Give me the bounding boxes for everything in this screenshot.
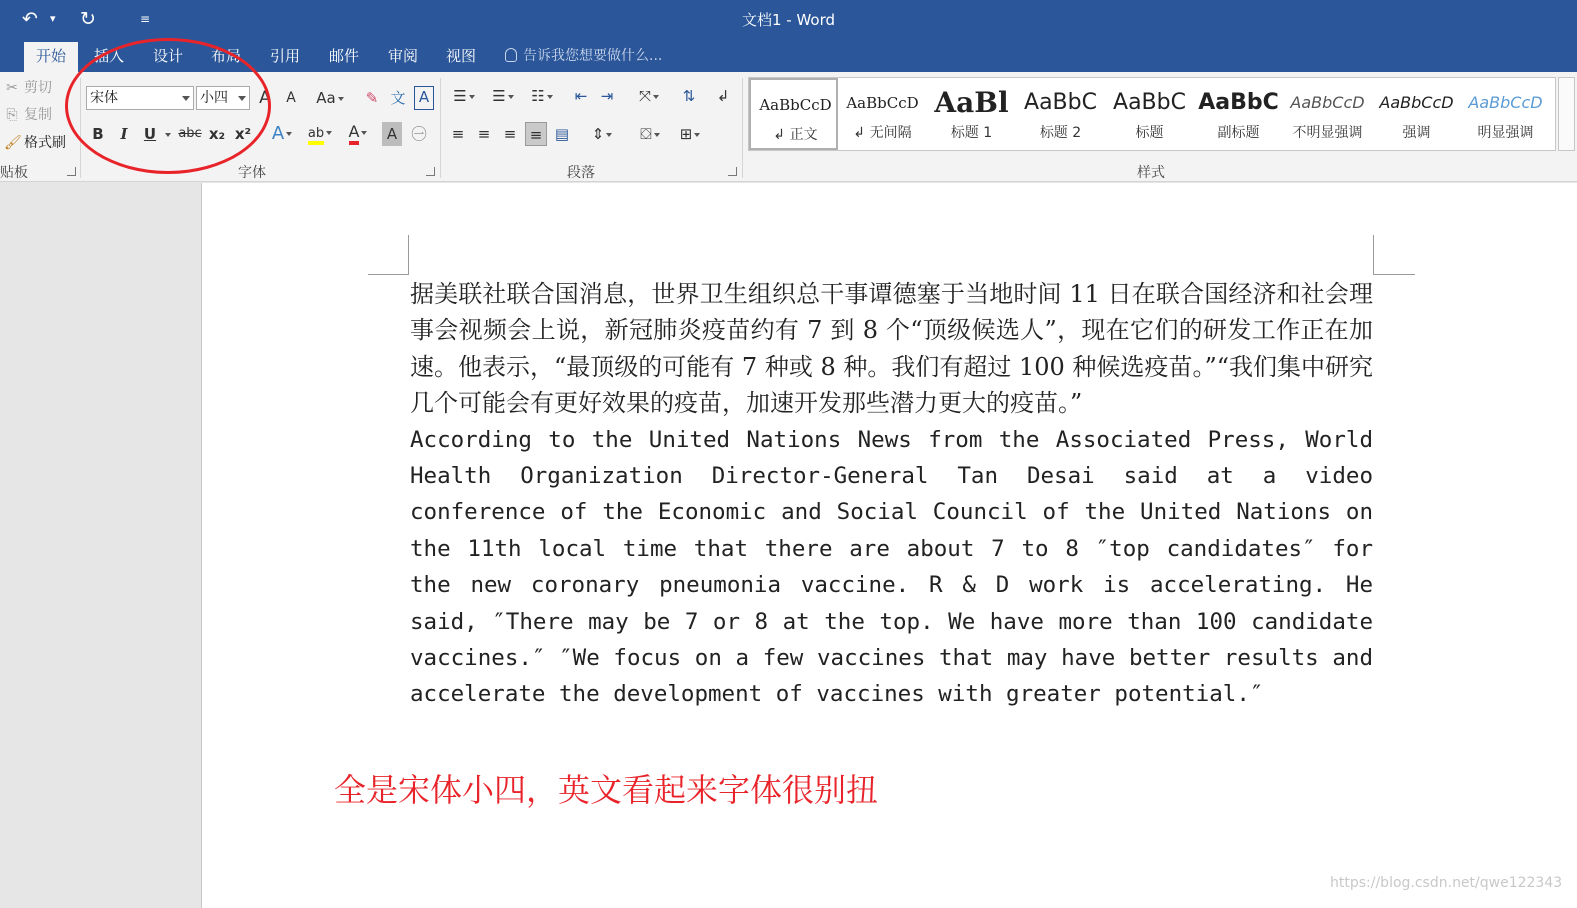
style-name: 标题 xyxy=(1135,125,1164,141)
change-case-label: Aa xyxy=(316,89,336,107)
tell-me-text: 告诉我您想要做什么... xyxy=(523,48,663,64)
chevron-down-icon xyxy=(326,131,332,135)
tab-design[interactable]: 设计 xyxy=(152,47,183,65)
chevron-down-icon xyxy=(286,132,292,136)
paint-bucket-icon: ⛋ xyxy=(640,125,652,143)
shrink-font-icon[interactable]: A xyxy=(286,90,296,106)
line-spacing-button[interactable] xyxy=(584,122,620,146)
tab-insert[interactable]: 插入 xyxy=(93,47,124,65)
style-sample: AaBbCcD xyxy=(1290,93,1365,112)
font-color-icon: A xyxy=(349,122,360,145)
tab-layout[interactable]: 布局 xyxy=(210,47,241,65)
style-sample: AaBbCcD xyxy=(1468,93,1543,112)
separator xyxy=(440,78,441,178)
sort-icon[interactable]: ⇅ xyxy=(682,87,696,105)
clipboard-group-label: 贴板 xyxy=(0,165,28,181)
style-no-spacing[interactable] xyxy=(838,78,927,150)
styles-gallery-scroll[interactable] xyxy=(1558,77,1575,151)
watermark-text: https://blog.csdn.net/qwe122343 xyxy=(1330,875,1563,891)
distributed-icon[interactable]: ▤ xyxy=(554,125,570,143)
bold-button[interactable]: B xyxy=(92,125,104,143)
character-shading-icon[interactable]: A xyxy=(382,122,402,146)
underline-dropdown[interactable] xyxy=(162,122,172,146)
window-title: 文档1 - Word xyxy=(741,11,836,29)
chevron-down-icon xyxy=(508,95,514,99)
style-sample: AaBl xyxy=(934,86,1009,119)
character-border-icon[interactable]: A xyxy=(414,86,434,110)
chevron-down-icon xyxy=(653,95,659,99)
copy-icon: ⎘ xyxy=(6,107,18,123)
scissors-icon: ✂ xyxy=(6,80,18,96)
align-left-icon[interactable]: ≡ xyxy=(451,125,465,143)
phonetic-guide-icon[interactable]: 文 xyxy=(390,89,406,107)
enclose-characters-icon[interactable]: ㊀ xyxy=(411,125,427,143)
clear-formatting-icon[interactable]: ✎ xyxy=(365,89,379,107)
superscript-button[interactable]: x² xyxy=(234,125,252,143)
borders-button[interactable] xyxy=(672,122,708,146)
chevron-down-icon xyxy=(182,96,190,101)
justify-icon[interactable]: ≡ xyxy=(525,122,547,146)
style-name: 明显强调 xyxy=(1477,125,1534,141)
highlight-icon: ab xyxy=(308,126,324,145)
shading-button[interactable] xyxy=(632,122,668,146)
undo-icon[interactable]: ↶ xyxy=(22,8,38,30)
style-name: 标题 1 xyxy=(950,125,993,141)
tab-view[interactable]: 视图 xyxy=(445,47,476,65)
italic-button[interactable]: I xyxy=(120,125,128,143)
chevron-down-icon xyxy=(165,133,171,137)
strikethrough-button[interactable]: abc xyxy=(178,126,202,141)
underline-button[interactable]: U xyxy=(143,125,157,143)
style-subtle-emphasis[interactable] xyxy=(1283,78,1372,150)
chinese-layout-button[interactable] xyxy=(632,84,666,108)
chevron-down-icon xyxy=(361,131,367,135)
highlight-button[interactable] xyxy=(304,120,336,144)
style-sample: AaBbC xyxy=(1024,90,1097,115)
align-center-icon[interactable]: ≡ xyxy=(477,125,491,143)
chevron-down-icon xyxy=(338,97,344,101)
tell-me-box[interactable] xyxy=(505,42,662,72)
text-effects-button[interactable] xyxy=(266,122,298,146)
increase-indent-icon[interactable]: ⇥ xyxy=(600,87,614,105)
separator xyxy=(80,78,81,178)
format-painter-button[interactable] xyxy=(4,132,66,154)
style-title[interactable] xyxy=(1105,78,1194,150)
style-subtitle[interactable] xyxy=(1194,78,1283,150)
ribbon-home xyxy=(0,72,1577,182)
font-size-value: 小四 xyxy=(200,90,228,106)
numbered-list-icon: ☰ xyxy=(492,87,506,105)
paragraph-launcher-icon[interactable] xyxy=(728,167,737,176)
styles-group-label: 样式 xyxy=(1137,165,1165,181)
clipboard-launcher-icon[interactable] xyxy=(67,167,76,176)
lightbulb-icon xyxy=(505,48,517,62)
copy-label: 复制 xyxy=(24,107,52,123)
chevron-down-icon xyxy=(606,133,612,137)
chevron-down-icon xyxy=(238,96,246,101)
ribbon-tabs xyxy=(0,40,1577,72)
font-group-label: 字体 xyxy=(238,165,266,181)
tab-mailings[interactable]: 邮件 xyxy=(328,47,359,65)
style-name: 副标题 xyxy=(1217,125,1260,141)
decrease-indent-icon[interactable]: ⇤ xyxy=(574,87,588,105)
english-paragraph: According to the United Nations News from the Associated Press, World Health Organization Director-General Tan Desai said at a video conference of the Economic and Social Council of the United Nations on the 11th local time that there are about 7 to 8 ″top candidates″ for the new coronary pneumonia vaccine. R & D work is accelerating. He said, ″There may be 7 or 8 at the top. We have more than 100 candidate vaccines.″ ″We focus on a few vaccines that may have better results and accelerate the development of vaccines with greater potential.″ xyxy=(410,426,1373,708)
cut-label: 剪切 xyxy=(24,80,52,96)
document-area xyxy=(0,183,1577,908)
separator xyxy=(742,78,743,178)
crop-mark xyxy=(368,274,409,275)
align-right-icon[interactable]: ≡ xyxy=(503,125,517,143)
style-name: 强调 xyxy=(1402,125,1431,141)
style-sample: AaBbC xyxy=(1113,90,1186,115)
style-name: 标题 2 xyxy=(1039,125,1082,141)
font-name-combo[interactable] xyxy=(86,86,194,110)
annotation-text: 全是宋体小四，英文看起来字体很别扭 xyxy=(334,771,879,809)
tab-home[interactable]: 开始 xyxy=(24,42,78,72)
crop-mark xyxy=(1373,274,1415,275)
crop-mark xyxy=(1373,235,1374,275)
style-sample: AaBbCcD xyxy=(1379,93,1454,112)
text-effects-icon: A xyxy=(271,123,285,144)
multilevel-list-button[interactable] xyxy=(524,84,560,108)
chevron-down-icon xyxy=(654,133,660,137)
subscript-button[interactable]: x₂ xyxy=(208,125,226,143)
style-sample: AaBbCcD xyxy=(846,94,919,112)
chinese-paragraph: 据美联社联合国消息，世界卫生组织总干事谭德塞于当地时间 11 日在联合国经济和社会理事会视频会上说，新冠肺炎疫苗约有 7 到 8 个“顶级候选人”，现在它们的研发工作正在加速。他表示，“最顶级的可能有 7 种或 8 种。我们有超过 100 种候选疫苗。”“我们集中研究几个可能会有更好效果的疫苗，加速开发那些潜力更大的疫苗。” xyxy=(410,280,1373,418)
chinese-layout-icon: ⤧ xyxy=(638,87,651,105)
document-body[interactable] xyxy=(410,276,1373,713)
style-sample: AaBbCcD xyxy=(759,96,832,114)
style-heading-2[interactable] xyxy=(1016,78,1105,150)
style-intense-emphasis[interactable] xyxy=(1461,78,1550,150)
tab-references[interactable]: 引用 xyxy=(269,47,300,65)
document-page[interactable] xyxy=(201,183,1577,908)
tab-review[interactable]: 审阅 xyxy=(387,47,418,65)
style-heading-1[interactable] xyxy=(927,78,1016,150)
change-case-button[interactable] xyxy=(312,86,348,110)
multilevel-list-icon: ☷ xyxy=(531,87,545,105)
font-size-combo[interactable] xyxy=(196,86,250,110)
crop-mark xyxy=(408,235,409,275)
style-name: ↲ 正文 xyxy=(773,127,818,143)
bullet-list-icon: ☰ xyxy=(453,87,467,105)
style-sample: AaBbC xyxy=(1198,90,1279,115)
chevron-down-icon xyxy=(694,133,700,137)
grow-font-icon[interactable]: A xyxy=(259,88,271,108)
customize-qat-icon[interactable]: ≡ xyxy=(140,12,151,26)
style-emphasis[interactable] xyxy=(1372,78,1461,150)
style-normal[interactable] xyxy=(749,78,838,150)
bullets-button[interactable] xyxy=(446,84,482,108)
chevron-down-icon xyxy=(469,95,475,99)
cut-button[interactable] xyxy=(4,77,52,99)
font-color-button[interactable] xyxy=(342,120,374,144)
redo-icon[interactable]: ↻ xyxy=(80,8,96,30)
show-marks-icon[interactable]: ↲ xyxy=(716,87,730,105)
paragraph-group-label: 段落 xyxy=(567,165,595,181)
format-painter-label: 格式刷 xyxy=(24,135,66,151)
copy-button[interactable] xyxy=(4,104,52,126)
style-name: ↲ 无间隔 xyxy=(853,125,912,141)
borders-icon: ⊞ xyxy=(679,125,693,143)
paintbrush-icon: 🖌 xyxy=(4,135,22,151)
title-bar xyxy=(0,0,1577,40)
styles-gallery xyxy=(748,77,1556,151)
line-spacing-icon: ⇕ xyxy=(591,125,605,143)
undo-dropdown-icon[interactable]: ▾ xyxy=(50,12,56,25)
numbering-button[interactable] xyxy=(485,84,521,108)
font-name-value: 宋体 xyxy=(90,90,118,106)
chevron-down-icon xyxy=(547,95,553,99)
style-name: 不明显强调 xyxy=(1292,125,1363,141)
font-launcher-icon[interactable] xyxy=(426,167,435,176)
